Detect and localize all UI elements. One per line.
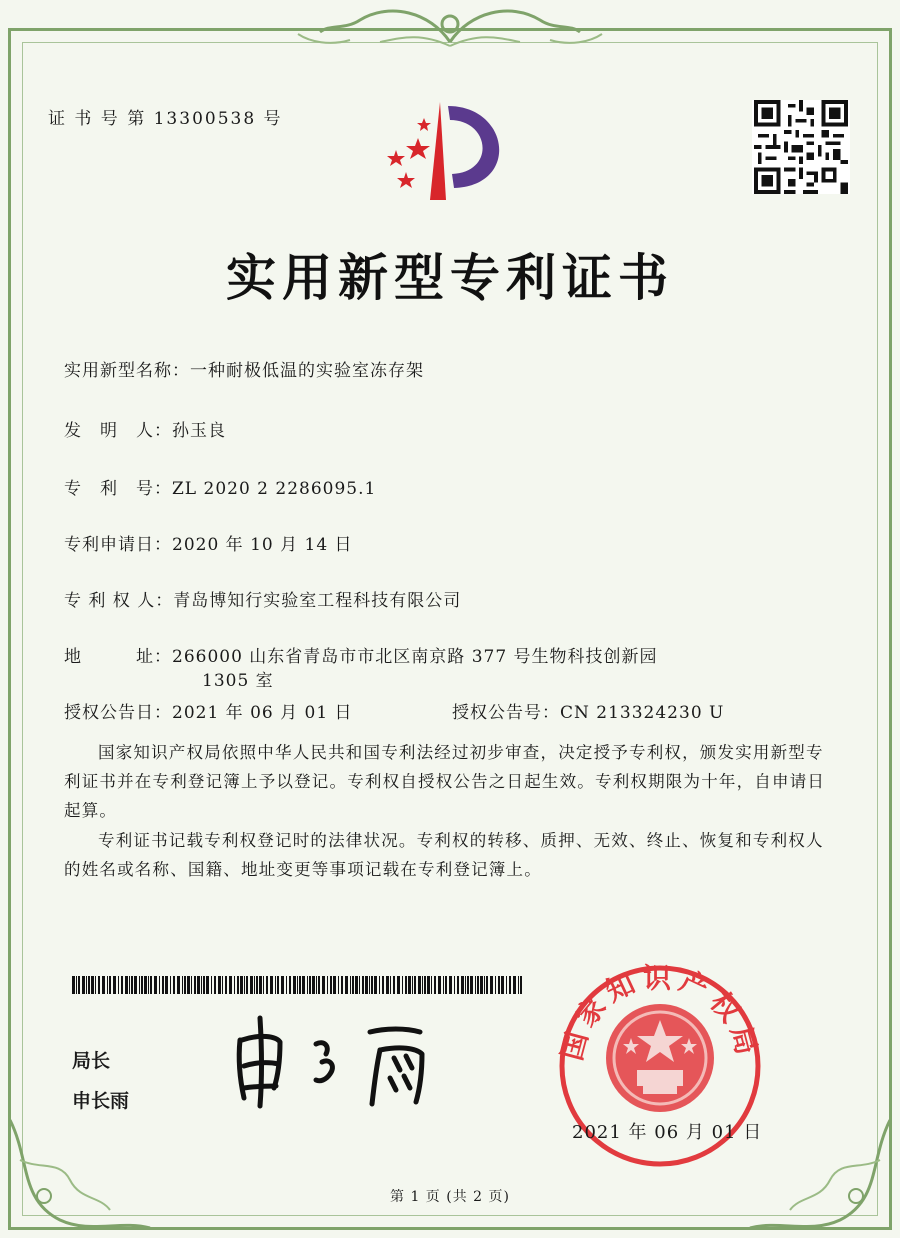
address-row [64, 642, 658, 667]
seal-date: 2021 年 06 月 01 日 [572, 1122, 763, 1143]
utility-model-name-row [64, 356, 424, 381]
page-footer: 第 1 页 (共 2 页) [390, 1189, 510, 1205]
inventor-label: 发 明 人： [64, 421, 172, 441]
utility-model-name-label: 实用新型名称： [64, 361, 190, 381]
grant-date-label: 授权公告日： [64, 703, 172, 723]
director-title: 局长 [72, 1050, 111, 1072]
certificate-number: 证 书 号 第 13300538 号 [48, 109, 283, 129]
patentee-value: 青岛博知行实验室工程科技有限公司 [173, 591, 462, 611]
address-line-2-row [202, 666, 274, 691]
legal-status-paragraph: 专利证书记载专利权登记时的法律状况。专利权的转移、质押、无效、终止、恢复和专利权人的姓名或名称、国籍、地址变更等事项记载在专利登记簿上。 [64, 831, 824, 879]
grant-date-row [64, 698, 353, 723]
certificate-title: 实用新型专利证书 [226, 248, 674, 307]
address-line-2: 1305 室 [202, 671, 274, 691]
inventor-value: 孙玉良 [172, 421, 226, 441]
barcode-icon [72, 976, 524, 994]
inventor-row [64, 416, 226, 441]
grant-number-row [452, 698, 724, 723]
patent-office-logo-icon [370, 96, 530, 206]
signature-icon [230, 1010, 460, 1110]
grant-number-value: CN 213324230 U [560, 703, 725, 723]
address-line-1: 266000 山东省青岛市市北区南京路 377 号生物科技创新园 [172, 647, 658, 667]
grant-number-label: 授权公告号： [452, 703, 560, 723]
grant-statement-paragraph: 国家知识产权局依照中华人民共和国专利法经过初步审查，决定授予专利权，颁发实用新型专利证书并在专利登记簿上予以登记。专利权自授权公告之日起生效。专利权期限为十年，自申请日起算。 [64, 743, 826, 820]
utility-model-name-value: 一种耐极低温的实验室冻存架 [190, 361, 424, 381]
seal-text: 国家知识产权局 [555, 961, 765, 1064]
patent-number-label: 专 利 号： [64, 479, 172, 499]
patentee-label: 专 利 权 人： [64, 591, 174, 611]
filing-date-row [64, 530, 353, 555]
filing-date-label: 专利申请日： [64, 535, 172, 555]
filing-date-value: 2020 年 10 月 14 日 [172, 535, 353, 555]
grant-date-value: 2021 年 06 月 01 日 [172, 703, 353, 723]
patent-number-value: ZL 2020 2 2286095.1 [172, 479, 377, 499]
patent-number-row [64, 474, 376, 499]
director-name: 申长雨 [72, 1090, 130, 1112]
patentee-row [64, 586, 461, 611]
address-label: 地 址： [64, 647, 172, 667]
top-ornament-icon [290, 2, 610, 52]
qr-code-icon [752, 100, 850, 194]
corner-ornament-left-icon [0, 1100, 160, 1238]
